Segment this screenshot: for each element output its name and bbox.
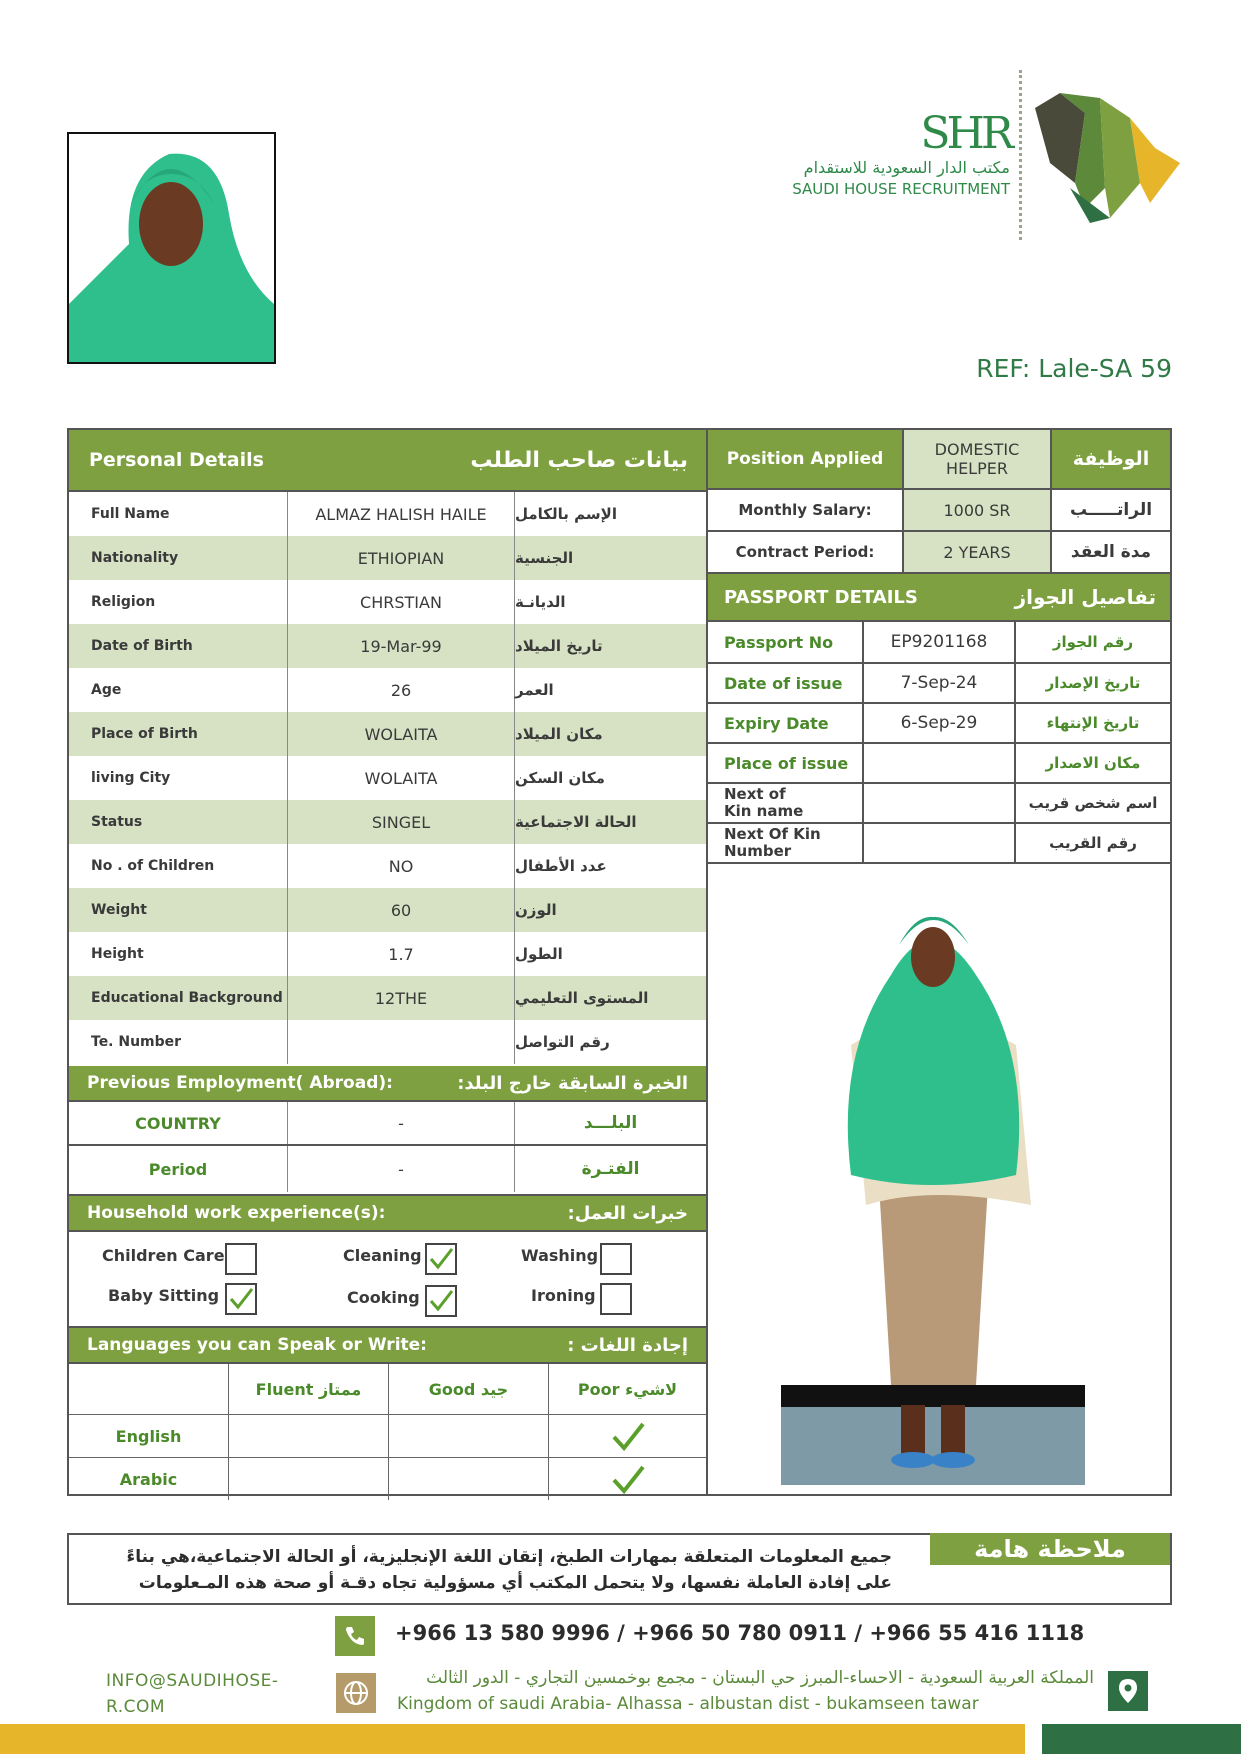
poor-column-header: Poor لاشيء: [577, 1379, 678, 1399]
logo-english-name: SAUDI HOUSE RECRUITMENT: [792, 180, 1010, 198]
checkmark-icon: [611, 1464, 645, 1494]
row-arabic-label: الإسم بالكامل: [515, 505, 617, 523]
cleaning-checkbox[interactable]: [425, 1243, 457, 1275]
personal-details-title-ar: بيانات صاحب الطلب: [470, 447, 688, 473]
table-row: [69, 756, 706, 800]
personal-details-header: [69, 430, 706, 490]
table-row: [708, 744, 1170, 784]
row-value: 1.7: [287, 932, 515, 976]
monthly-salary-row: [708, 490, 1170, 532]
row-arabic-label: الجنسية: [515, 549, 574, 567]
passport-row-label-ar: تاريخ الإصدار: [1045, 674, 1141, 692]
row-value: 26: [287, 668, 515, 712]
table-row: [708, 664, 1170, 704]
passport-row-label-ar: رقم الجواز: [1052, 633, 1134, 651]
applicant-full-body-photo: [781, 885, 1085, 1485]
table-row: [69, 668, 706, 712]
language-name: Arabic: [69, 1458, 229, 1500]
row-label: Place of Birth: [91, 726, 198, 742]
position-applied-label-ar: الوظيفة: [1052, 430, 1170, 488]
full-body-illustration: [781, 885, 1085, 1485]
passport-details-title-ar: تفاصيل الجواز: [1014, 585, 1156, 609]
checkmark-icon: [427, 1287, 455, 1315]
row-label: Te. Number: [91, 1034, 182, 1050]
next-of-kin-number-row: [708, 824, 1170, 864]
good-column-header: Good جيد: [389, 1364, 549, 1414]
important-notice-title: ملاحظة هامة: [930, 1533, 1170, 1565]
previous-employment-title-ar: الخبرة السابقة خارج البلد:: [457, 1072, 688, 1094]
row-arabic-label: مكان السكن: [515, 769, 605, 787]
table-row: [69, 624, 706, 668]
languages-header: [69, 1326, 706, 1362]
row-value: ALMAZ HALISH HAILE: [287, 492, 515, 536]
row-label: Date of Birth: [91, 638, 193, 654]
row-value: WOLAITA: [287, 712, 515, 756]
globe-icon: [336, 1673, 376, 1713]
phone-numbers: +966 13 580 9996 / +966 50 780 0911 / +966 55 416 1118: [395, 1621, 1085, 1645]
kin-name-value: [862, 784, 1016, 822]
kin-number-label-line1: Next Of Kin: [724, 825, 821, 843]
baby-sitting-checkbox[interactable]: [225, 1283, 257, 1315]
cleaning-label: Cleaning: [343, 1246, 422, 1265]
table-row: [69, 536, 706, 580]
household-header: [69, 1194, 706, 1230]
row-label: living City: [91, 770, 171, 786]
baby-sitting-label: Baby Sitting: [108, 1286, 220, 1305]
personal-details-panel: [67, 428, 708, 1496]
table-row: [69, 712, 706, 756]
important-notice-text: [80, 1544, 892, 1596]
cooking-checkbox[interactable]: [425, 1285, 457, 1317]
row-arabic-label: البلـــد: [583, 1113, 638, 1133]
table-row: [69, 580, 706, 624]
kin-number-value: [862, 824, 1016, 862]
previous-employment-title-en: Previous Employment( Abroad):: [87, 1073, 393, 1093]
reference-number: REF: Lale-SA 59: [976, 354, 1172, 383]
footer-bar-yellow: [0, 1724, 1025, 1754]
passport-row-label: Date of issue: [724, 673, 843, 693]
portrait-illustration: [69, 134, 274, 362]
row-arabic-label: الطول: [515, 945, 563, 963]
row-value: WOLAITA: [287, 756, 515, 800]
row-label: Educational Background: [91, 990, 283, 1006]
washing-label: Washing: [521, 1246, 599, 1265]
checkmark-icon: [611, 1421, 645, 1451]
table-row: [69, 888, 706, 932]
applicant-portrait-photo: [67, 132, 276, 364]
ironing-checkbox[interactable]: [600, 1283, 632, 1315]
position-applied-value: DOMESTIC HELPER: [902, 430, 1052, 488]
row-value: ETHIOPIAN: [287, 536, 515, 580]
children-care-checkbox[interactable]: [225, 1243, 257, 1275]
next-of-kin-name-row: [708, 784, 1170, 824]
email-address[interactable]: INFO@SAUDIHOSE-R.COM: [106, 1671, 279, 1717]
notice-line-1: جميع المعلومات المتعلقة بمهارات الطبخ، إتقان اللغة الإنجليزية، أو الحالة الاجتماعية،هي بناءً: [126, 1547, 892, 1567]
row-value: 12THE: [287, 976, 515, 1020]
language-good-cell: [389, 1415, 549, 1457]
contract-period-label: Contract Period:: [735, 543, 875, 561]
location-pin-icon: [1108, 1671, 1148, 1711]
position-applied-label: Position Applied: [708, 430, 902, 488]
table-row: [69, 1100, 706, 1146]
row-arabic-label: تاريخ الميلاد: [515, 637, 603, 655]
row-arabic-label: المستوى التعليمي: [515, 989, 649, 1007]
position-applied-row: [708, 430, 1170, 490]
passport-row-value: 7-Sep-24: [862, 664, 1016, 702]
row-value: SINGEL: [287, 800, 515, 844]
contract-period-label-ar: مدة العقد: [1070, 542, 1152, 562]
language-poor-cell: [549, 1458, 706, 1500]
table-row: [69, 1146, 706, 1192]
cooking-label: Cooking: [347, 1288, 420, 1307]
footer-bar-green: [1042, 1724, 1241, 1754]
row-label: Period: [148, 1159, 208, 1179]
language-good-cell: [389, 1458, 549, 1500]
checkmark-icon: [227, 1285, 255, 1313]
personal-details-title-en: Personal Details: [89, 449, 264, 471]
table-row: [708, 622, 1170, 664]
row-value: -: [287, 1146, 515, 1192]
checkmark-icon: [427, 1245, 455, 1273]
passport-row-value: 6-Sep-29: [862, 704, 1016, 742]
position-passport-panel: [706, 428, 1172, 1496]
children-care-label: Children Care: [102, 1246, 225, 1265]
row-arabic-label: الديانـة: [515, 593, 566, 611]
table-row: [69, 844, 706, 888]
passport-row-label: Place of issue: [724, 753, 849, 773]
row-label: Full Name: [91, 506, 170, 522]
row-value: NO: [287, 844, 515, 888]
language-row-arabic: [69, 1457, 706, 1500]
row-label: Nationality: [91, 550, 179, 566]
passport-row-label: Passport No: [724, 632, 834, 652]
monthly-salary-label-ar: الراتـــــب: [1069, 500, 1153, 520]
row-label: Height: [91, 946, 144, 962]
passport-row-value: EP9201168: [862, 622, 1016, 662]
contract-period-value: 2 YEARS: [902, 532, 1052, 572]
passport-row-label: Expiry Date: [724, 713, 829, 733]
saudi-map-logo-icon: [1030, 88, 1180, 228]
passport-details-title-en: PASSPORT DETAILS: [724, 586, 918, 608]
table-row: [69, 492, 706, 536]
kin-name-label-line2: Kin name: [724, 802, 804, 820]
address-english: Kingdom of saudi Arabia- Alhassa - albustan dist - bukamseen tawar: [397, 1694, 979, 1714]
row-arabic-label: الفتـرة: [581, 1159, 640, 1179]
washing-checkbox[interactable]: [600, 1243, 632, 1275]
logo-monogram: SHR: [920, 108, 1010, 159]
fluent-column-header: Fluent ممتاز: [229, 1364, 389, 1414]
languages-title-ar: إجادة اللغات :: [567, 1334, 688, 1356]
logo-arabic-name: مكتب الدار السعودية للاستقدام: [803, 158, 1010, 177]
ironing-label: Ironing: [531, 1286, 596, 1305]
row-arabic-label: رقم التواصل: [515, 1033, 610, 1051]
table-row: [708, 704, 1170, 744]
monthly-salary-label: Monthly Salary:: [738, 501, 872, 519]
row-label: Status: [91, 814, 143, 830]
passport-row-value: [862, 744, 1016, 782]
table-row: [69, 800, 706, 844]
kin-name-label-line1: Next of: [724, 785, 786, 803]
row-arabic-label: الحالة الاجتماعية: [515, 813, 637, 831]
table-row: [69, 932, 706, 976]
row-arabic-label: العمر: [515, 681, 554, 699]
row-label: Age: [91, 682, 122, 698]
kin-name-label-ar: اسم شخص قريب: [1028, 794, 1158, 812]
passport-details-header: [708, 574, 1170, 622]
language-poor-cell: [549, 1415, 706, 1457]
languages-grid: [69, 1362, 706, 1498]
passport-row-label-ar: مكان الاصدار: [1045, 754, 1141, 772]
row-arabic-label: عدد الأطفال: [515, 857, 607, 875]
row-value: -: [287, 1102, 515, 1144]
table-row: [69, 1020, 706, 1064]
contract-period-row: [708, 532, 1170, 574]
row-arabic-label: مكان الميلاد: [515, 725, 603, 743]
passport-row-label-ar: تاريخ الإنتهاء: [1046, 714, 1140, 732]
previous-employment-header: [69, 1066, 706, 1100]
language-fluent-cell: [229, 1415, 389, 1457]
notice-line-2: على إفادة العاملة نفسها، ولا يتحمل المكتب أي مسؤولية تجاه دقـة أو صحة هذه المـعلومات: [138, 1573, 892, 1593]
languages-title-en: Languages you can Speak or Write:: [87, 1335, 427, 1355]
language-row-english: [69, 1414, 706, 1457]
row-label: Religion: [91, 594, 156, 610]
household-title-en: Household work experience(s):: [87, 1203, 386, 1223]
household-title-ar: خبرات العمل:: [567, 1202, 688, 1224]
row-label: No . of Children: [91, 858, 215, 874]
address-arabic: المملكة العربية السعودية - الاحساء-المبرز حي البستان - مجمع بوخمسين التجاري - الدور الثالث: [426, 1668, 1094, 1688]
kin-number-label-ar: رقم القريب: [1049, 834, 1137, 852]
row-arabic-label: الوزن: [515, 901, 557, 919]
logo-divider: [1019, 70, 1022, 240]
kin-number-label-line2: Number: [724, 842, 792, 860]
row-value: 19-Mar-99: [287, 624, 515, 668]
languages-grid-header-row: [69, 1362, 706, 1414]
row-value: [287, 1020, 515, 1064]
row-value: 60: [287, 888, 515, 932]
language-fluent-cell: [229, 1458, 389, 1500]
phone-icon: [335, 1616, 375, 1656]
row-label: Weight: [91, 902, 147, 918]
table-row: [69, 976, 706, 1020]
row-value: CHRSTIAN: [287, 580, 515, 624]
row-label: COUNTRY: [135, 1113, 221, 1133]
monthly-salary-value: 1000 SR: [902, 490, 1052, 530]
language-name: English: [69, 1415, 229, 1457]
